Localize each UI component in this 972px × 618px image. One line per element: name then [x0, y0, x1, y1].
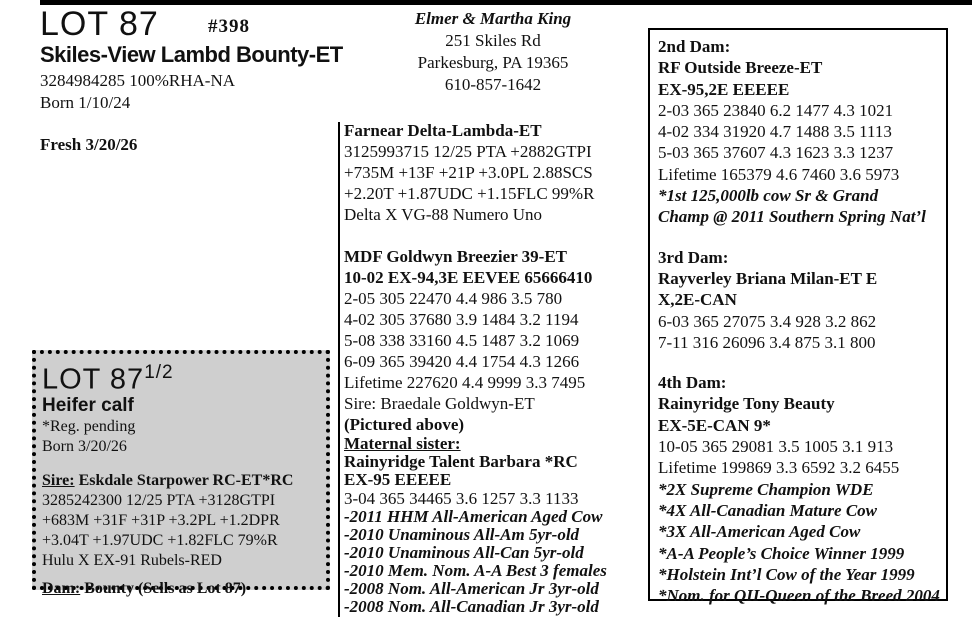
calf-dam-text: Bounty (Sells as Lot 87)	[80, 579, 247, 597]
third-dam-score: X,2E-CAN	[658, 290, 737, 310]
calf-birth-date: Born 3/20/26	[42, 437, 127, 455]
animal-name: Skiles-View Lambd Bounty-ET	[40, 42, 343, 67]
calf-dam-label: Dam:	[42, 579, 81, 597]
consignor-address: 251 Skiles Rd	[445, 31, 541, 50]
fourth-dam-label: 4th Dam:	[658, 373, 727, 393]
maternal-honor: -2011 HHM All-American Aged Cow	[344, 507, 603, 526]
sire-line: Delta X VG-88 Numero Uno	[344, 205, 542, 224]
second-dam-record: 4-02 334 31920 4.7 1488 3.5 1113	[658, 122, 892, 142]
fourth-dam-honor: *Nom. for QII-Queen of the Breed 2004	[658, 586, 940, 606]
second-dam-score: EX-95,2E EEEEE	[658, 79, 790, 99]
consignor-phone: 610-857-1642	[444, 75, 542, 94]
fourth-dam-record: Lifetime 199869 3.3 6592 3.2 6455	[658, 458, 900, 478]
calf-sire-line: +3.04T +1.97UDC +1.82FLC 79%R	[42, 531, 278, 549]
lot-number: #398	[208, 16, 250, 37]
third-dam-record: 7-11 316 26096 3.4 875 3.1 800	[658, 332, 876, 352]
calf-registration: *Reg. pending	[42, 417, 136, 435]
calf-lot-title-text: LOT 87	[42, 363, 145, 396]
fourth-dam-honor: *A-A People’s Choice Winner 1999	[658, 543, 905, 563]
column-divider	[338, 122, 340, 617]
second-dam-name: RF Outside Breeze-ET	[658, 58, 823, 78]
top-rule	[40, 0, 972, 5]
sire-line: +735M +13F +21P +3.0PL 2.88SCS	[344, 163, 593, 182]
calf-subtitle: Heifer calf	[42, 394, 134, 416]
birth-date: Born 1/10/24	[40, 93, 131, 112]
dam-record: 6-09 365 39420 4.4 1754 4.3 1266	[344, 352, 580, 371]
calf-sire-line: Hulu X EX-91 Rubels-RED	[42, 551, 222, 569]
second-dam-record: 2-03 365 23840 6.2 1477 4.3 1021	[658, 100, 894, 120]
dam-sire: Sire: Braedale Goldwyn-ET	[344, 394, 535, 413]
maternal-honor: -2008 Nom. All-American Jr 3yr-old	[344, 579, 599, 598]
fourth-dam-honor: *2X Supreme Champion WDE	[658, 479, 874, 499]
fourth-dam-honor: *Holstein Int’l Cow of the Year 1999	[658, 564, 915, 584]
dam-record: Lifetime 227620 4.4 9999 3.3 7495	[344, 373, 586, 392]
fourth-dam-honor: *4X All-Canadian Mature Cow	[658, 500, 878, 520]
maternal-sister-label: Maternal sister:	[344, 434, 461, 453]
maternal-honor: -2010 Mem. Nom. A-A Best 3 females	[344, 561, 607, 580]
calf-dam	[42, 579, 320, 599]
maternal-honor: -2008 Nom. All-Canadian Jr 3yr-old	[344, 597, 599, 616]
third-dam-record: 6-03 365 27075 3.4 928 3.2 862	[658, 311, 877, 331]
calf-sire-name: Eskdale Starpower RC-ET*RC	[74, 471, 294, 489]
maternal-sister-record: 3-04 365 34465 3.6 1257 3.3 1133	[344, 489, 579, 508]
calf-sire-label: Sire:	[42, 471, 75, 489]
dam-lineage-box	[648, 28, 948, 606]
maternal-sister-score: EX-95 EEEEE	[344, 470, 452, 489]
fourth-dam-record: 10-05 365 29081 3.5 1005 3.1 913	[658, 437, 894, 457]
dam-score: 10-02 EX-94,3E EEVEE 65666410	[344, 268, 593, 287]
second-dam-label: 2nd Dam:	[658, 37, 731, 56]
second-dam-honor: *1st 125,000lb cow Sr & Grand	[658, 186, 879, 206]
maternal-sister-name: Rainyridge Talent Barbara *RC	[344, 452, 578, 471]
lot-title: LOT 87	[40, 5, 159, 43]
dam-record: 2-05 305 22470 4.4 986 3.5 780	[344, 289, 563, 308]
registration: 3284984285 100%RHA-NA	[40, 71, 236, 90]
maternal-honor: -2010 Unaminous All-Am 5yr-old	[344, 525, 580, 544]
pictured-note: (Pictured above)	[344, 415, 465, 434]
fourth-dam-score: EX-5E-CAN 9*	[658, 415, 771, 435]
maternal-honor: -2010 Unaminous All-Can 5yr-old	[344, 543, 584, 562]
calf-sire-line: +683M +31F +31P +3.2PL +1.2DPR	[42, 511, 280, 529]
dam-record: 4-02 305 37680 3.9 1484 3.2 1194	[344, 310, 579, 329]
calf-sire-line: 3285242300 12/25 PTA +3128GTPI	[42, 491, 276, 509]
sire-name: Farnear Delta-Lambda-ET	[344, 121, 542, 140]
consignor-block	[380, 8, 606, 96]
second-dam-record: Lifetime 165379 4.6 7460 3.6 5973	[658, 164, 900, 184]
sire-line: 3125993715 12/25 PTA +2882GTPI	[344, 142, 592, 161]
second-dam-honor: Champ @ 2011 Southern Spring Nat’l	[658, 207, 926, 227]
fresh-date: Fresh 3/20/26	[40, 135, 138, 154]
second-dam-record: 5-03 365 37607 4.3 1623 3.3 1237	[658, 143, 894, 163]
dam-record: 5-08 338 33160 4.5 1487 3.2 1069	[344, 331, 580, 350]
fourth-dam-honor: *3X All-American Aged Cow	[658, 522, 861, 542]
third-dam-label: 3rd Dam:	[658, 247, 729, 267]
third-dam-name: Rayverley Briana Milan-ET E	[658, 268, 878, 288]
calf-sire	[42, 471, 320, 491]
calf-lot-box	[32, 350, 330, 597]
consignor-name: Elmer & Martha King	[414, 9, 572, 28]
consignor-city: Parkesburg, PA 19365	[417, 53, 569, 72]
pedigree-middle	[344, 120, 644, 616]
sire-line: +2.20T +1.87UDC +1.15FLC 99%R	[344, 184, 595, 203]
dam-name: MDF Goldwyn Breezier 39-ET	[344, 247, 568, 266]
calf-lot-title	[42, 358, 320, 395]
fourth-dam-name: Rainyridge Tony Beauty	[658, 394, 835, 414]
calf-lot-fraction: 1/2	[144, 362, 174, 383]
